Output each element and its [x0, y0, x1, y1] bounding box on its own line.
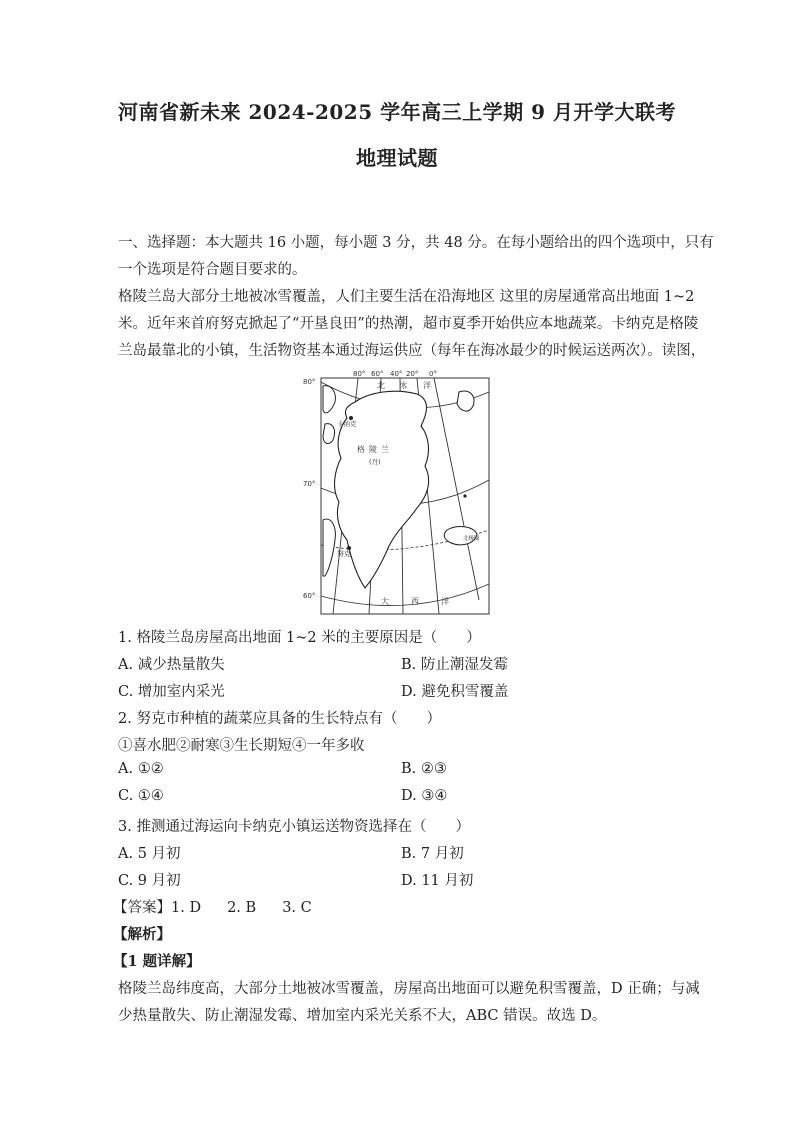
question-1-option-b: B. 防止潮湿发霉 [401, 657, 508, 673]
question-3-option-a: A. 5 月初 [118, 846, 181, 862]
answer-item-1: 1. D [171, 900, 202, 916]
lon-label-40: 40° [390, 370, 403, 378]
greenland-label-3: 兰 [381, 445, 389, 454]
atlantic-label-1: 大 [381, 597, 389, 606]
kanak-label: 卡纳克 [337, 420, 357, 428]
lon-label-20: 20° [406, 370, 419, 378]
question-3-option-c: C. 9 月初 [118, 873, 181, 889]
arctic-ocean-label-1: 北 [377, 381, 385, 390]
question-2-option-c: C. ①④ [118, 788, 164, 804]
lon-label-0: 0° [429, 370, 437, 378]
greenland-label-2: 陵 [369, 445, 377, 454]
passage-line-3: 兰岛最靠北的小镇，生活物资基本通过海运供应（每年在海冰最少的时候运送两次）。读图， [118, 343, 706, 359]
arctic-circle-label: 北极圈 [463, 536, 480, 542]
lon-label-60: 60° [371, 370, 384, 378]
question-2-option-b: B. ②③ [401, 761, 447, 777]
question-2-stem: 2. 努克市种植的蔬菜应具备的生长特点有（ ） [118, 711, 441, 727]
answer-row [113, 896, 312, 917]
section-intro-line-2: 一个选项是符合题目要求的。 [118, 262, 307, 278]
nuuk-label: 努克 [337, 550, 351, 558]
question-1-option-d: D. 避免积雪覆盖 [401, 684, 509, 700]
document-title: 河南省新未来 2024-2025 学年高三上学期 9 月开学大联考 [118, 100, 676, 124]
atlantic-label-3: 洋 [441, 597, 449, 606]
greenland-label-1: 格 [357, 445, 365, 454]
question-2-sub: ①喜水肥②耐寒③生长期短④一年多收 [118, 738, 365, 754]
answer-label: 【答案】 [113, 900, 171, 916]
question-1-stem: 1. 格陵兰岛房屋高出地面 1~2 米的主要原因是（ ） [118, 630, 481, 646]
section-intro-line-1: 一、选择题：本大题共 16 小题，每小题 3 分，共 48 分。在每小题给出的四个选项中，只有 [118, 235, 714, 251]
denmark-label: (丹) [369, 458, 381, 466]
analysis-q1-line-1: 格陵兰岛纬度高，大部分土地被冰雪覆盖，房屋高出地面可以避免积雪覆盖，D 正确；与减 [118, 981, 700, 997]
arctic-ocean-label-2: 冰 [399, 381, 407, 390]
lat-label-70: 70° [303, 480, 316, 488]
greenland-map [299, 370, 491, 618]
passage-line-2: 米。近年来首府努克掀起了“开垦良田”的热潮，超市夏季开始供应本地蔬菜。卡纳克是格陵 [118, 316, 699, 332]
lat-label-60: 60° [303, 592, 316, 600]
answer-item-2: 2. B [227, 900, 257, 916]
question-3-option-d: D. 11 月初 [401, 873, 474, 889]
lon-label-80: 80° [353, 370, 366, 378]
question-1-option-a: A. 减少热量散失 [118, 657, 225, 673]
question-3-stem: 3. 推测通过海运向卡纳克小镇运送物资选择在（ ） [118, 819, 470, 835]
document-subtitle: 地理试题 [356, 146, 438, 170]
passage-line-1: 格陵兰岛大部分土地被冰雪覆盖，人们主要生活在沿海地区 这里的房屋通常高出地面 1~2 [118, 289, 695, 305]
analysis-q1-label: 【1 题详解】 [113, 953, 201, 970]
lat-label-80: 80° [303, 378, 316, 386]
answer-item-3: 3. C [282, 900, 312, 916]
analysis-label: 【解析】 [113, 926, 171, 943]
question-3-option-b: B. 7 月初 [401, 846, 464, 862]
atlantic-label-2: 西 [411, 597, 419, 606]
jan-mayen [463, 494, 466, 497]
analysis-q1-line-2: 少热量散失、防止潮湿发霉、增加室内采光关系不大，ABC 错误。故选 D。 [118, 1008, 607, 1024]
svalbard [457, 391, 474, 411]
arctic-ocean-label-3: 洋 [423, 381, 431, 390]
canada-island-2 [323, 424, 335, 444]
question-2-option-d: D. ③④ [401, 788, 448, 804]
question-2-option-a: A. ①② [118, 761, 164, 777]
question-1-option-c: C. 增加室内采光 [118, 684, 225, 700]
